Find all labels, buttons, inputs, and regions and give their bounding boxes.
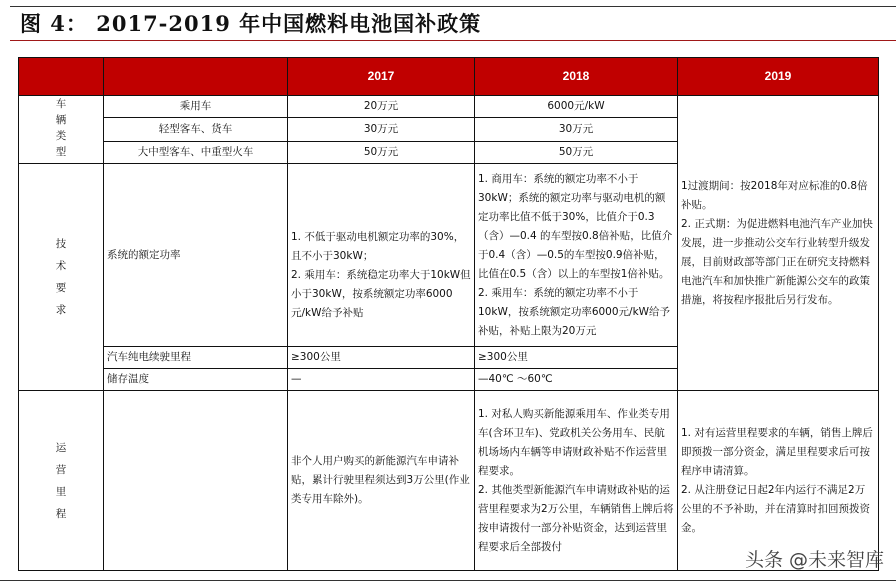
title-rule [10, 40, 896, 41]
value-2017: 30万元 [288, 118, 475, 141]
value-2019 [678, 391, 879, 571]
value-2017: ≥300公里 [288, 347, 475, 369]
value-2017: 20万元 [288, 96, 475, 118]
paragraph: 1. 不低于驱动电机额定功率的30%，且不小于30kW； [291, 230, 465, 262]
value-2018 [475, 164, 678, 347]
value-2017 [288, 164, 475, 347]
header-2017: 2017 [288, 58, 475, 96]
paragraph: 2. 乘用车：系统稳定功率大于10kW但小于30kW，按系统额定功率6000元/kW给予补贴 [291, 268, 471, 319]
value-2018: 6000元/kW [475, 96, 678, 118]
paragraph: 1过渡期间：按2018年对应标准的0.8倍补贴。 [681, 179, 868, 211]
header-blank-2 [104, 58, 288, 96]
tech-item: 汽车纯电续驶里程 [104, 347, 288, 369]
value-2019-vehicle-tech [678, 96, 879, 391]
operation-item-blank [104, 391, 288, 571]
operation-label: 运营里程 [19, 391, 104, 571]
paragraph: 1. 对有运营里程要求的车辆，销售上牌后即预拨一部分资金，满足里程要求后可按程序申请清算。 [681, 426, 873, 477]
tech-item: 储存温度 [104, 369, 288, 391]
value-2018: 50万元 [475, 141, 678, 163]
paragraph: 2. 乘用车：系统的额定功率不小于10kW，按系统额定功率6000元/kW给予补贴，补贴上限为20万元 [478, 286, 671, 337]
value-2018: 30万元 [475, 118, 678, 141]
header-blank-1 [19, 58, 104, 96]
header-2018: 2018 [475, 58, 678, 96]
tech-item: 系统的额定功率 [104, 164, 288, 347]
table-row [19, 391, 879, 571]
tech-label: 技术要求 [19, 164, 104, 391]
value-2017: — [288, 369, 475, 391]
paragraph: 2. 其他类型新能源汽车申请财政补贴的运营里程要求为2万公里，车辆销售上牌后将按申请拨付一部分补贴资金，达到运营里程要求后全部拨付 [478, 483, 674, 553]
value-2017: 50万元 [288, 141, 475, 163]
header-row [19, 58, 879, 96]
paragraph: 2. 正式期：为促进燃料电池汽车产业加快发展，进一步推动公交车行业转型升级发展，目前财政部等部门正在研究支持燃料电池汽车和加快推广新能源公交车的政策措施，将按程序报批后另行发布。 [681, 217, 873, 306]
policy-table [18, 57, 879, 571]
header-2019: 2019 [678, 58, 879, 96]
paragraph: 2. 从注册登记日起2年内运行不满足2万公里的不予补助，并在清算时扣回预拨资金。 [681, 483, 870, 534]
vehicle-type-label: 车辆类型 [19, 96, 104, 164]
vehicle-type: 大中型客车、中重型火车 [104, 141, 288, 163]
top-rule [10, 6, 896, 7]
bottom-rule [0, 580, 896, 581]
paragraph: 1. 对私人购买新能源乘用车、作业类专用车(含环卫车)、党政机关公务用车、民航机场场内车辆等申请财政补贴不作运营里程要求。 [478, 407, 670, 477]
vehicle-type: 乘用车 [104, 96, 288, 118]
vehicle-type: 轻型客车、货车 [104, 118, 288, 141]
figure-title: 图 4： 2017-2019 年中国燃料电池国补政策 [20, 11, 482, 36]
watermark: 头条 @未来智库 [744, 549, 884, 571]
table-row [19, 96, 879, 118]
value-2018 [475, 391, 678, 571]
paragraph: 1. 商用车：系统的额定功率不小于30kW；系统的额定功率与驱动电机的额定功率比值不低于30%，比值介于0.3（含）—0.4 的车型按0.8倍补贴，比值介于0.4（含）—0.5的车型按0.9倍补贴，比值在0.5（含）以上的车型按1倍补贴。 [478, 172, 673, 280]
value-2018: —40℃ ～60℃ [475, 369, 678, 391]
value-2018: ≥300公里 [475, 347, 678, 369]
value-2017: 非个人用户购买的新能源汽车申请补贴，累计行驶里程须达到3万公里(作业类专用车除外)。 [288, 391, 475, 571]
